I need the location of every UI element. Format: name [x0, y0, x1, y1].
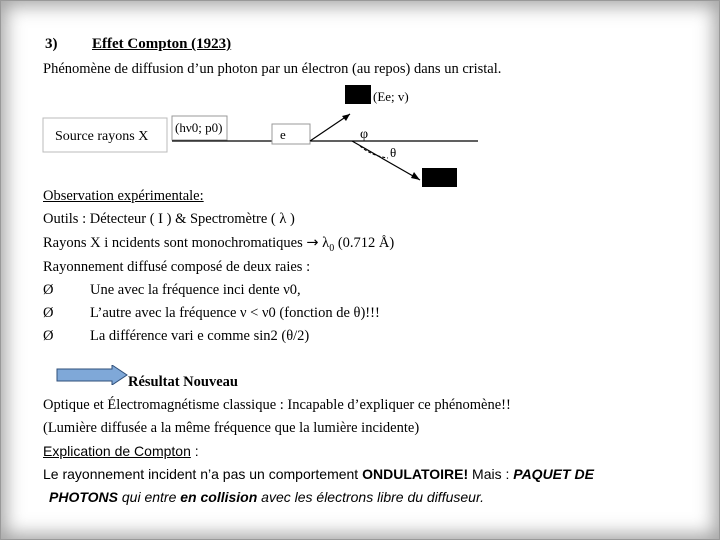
detector	[422, 168, 457, 187]
scattered-label: (Ee; v)	[373, 89, 409, 104]
result-line-1: Optique et Électromagnétisme classique : Incapable d’expliquer ce phénomène!!	[43, 397, 511, 413]
bullet-item: Une avec la fréquence inci dente ν0,	[90, 282, 301, 298]
observation-heading: Observation expérimentale:	[43, 188, 204, 204]
expl-l1-c: Mais :	[468, 466, 514, 482]
explanation-heading-suffix: :	[190, 443, 199, 459]
expl-l2-c: en collision	[180, 489, 258, 505]
explanation-heading: Explication de Compton	[43, 443, 191, 459]
expl-l2-a: PHOTONS	[49, 489, 118, 505]
bullet-item: L’autre avec la fréquence ν < ν0 (fonction de θ)!!!	[90, 305, 380, 321]
expl-l1-d: PAQUET DE	[513, 466, 594, 482]
photon-label: (hν0; p0)	[175, 120, 223, 135]
photon-scattered-path	[352, 141, 420, 180]
observation-diffuse: Rayonnement diffusé composé de deux raies :	[43, 259, 311, 275]
rays-prefix: Rayons X i ncidents sont monochromatiques	[43, 235, 303, 251]
expl-l1-a: Le rayonnement incident n’a pas un comportement	[43, 466, 363, 482]
source-label: Source rayons X	[55, 129, 149, 144]
bullet-marker-icon: Ø	[43, 328, 54, 344]
intro-text: Phénomène de diffusion d’un photon par un électron (au repos) dans un cristal.	[43, 61, 502, 77]
result-title: Résultat Nouveau	[128, 374, 238, 390]
theta-label: θ	[390, 145, 397, 160]
section-number: 3)	[45, 36, 58, 52]
rays-sub: 0	[329, 242, 335, 254]
compton-diagram	[0, 0, 720, 200]
bullet-marker-icon: Ø	[43, 282, 54, 298]
phi-label: φ	[360, 127, 369, 142]
expl-l2-d: avec les électrons libre du diffuseur.	[257, 489, 484, 505]
detector-top	[345, 85, 371, 104]
observation-tools: Outils : Détecteur ( I ) & Spectromètre ( λ )	[43, 211, 295, 227]
explanation-line-2	[49, 489, 484, 505]
bullet-item: La différence vari e comme sin2 (θ/2)	[90, 328, 310, 344]
observation-rays	[43, 235, 394, 254]
result-arrow-icon	[56, 365, 128, 385]
electron-label: e	[280, 127, 286, 142]
rays-lambda: λ	[322, 235, 330, 251]
rays-value: (0.712 Å)	[337, 235, 395, 251]
result-line-2: (Lumière diffusée a la même fréquence que la lumière incidente)	[43, 420, 420, 436]
bullet-marker-icon: Ø	[43, 305, 54, 321]
expl-l1-b: ONDULATOIRE!	[362, 466, 469, 482]
explanation-line-1	[43, 466, 594, 482]
explanation-heading-line	[43, 443, 199, 459]
expl-l2-b: qui entre	[117, 489, 181, 505]
rays-arrow-icon: →	[306, 235, 319, 251]
section-title: Effet Compton (1923)	[92, 36, 232, 52]
electron-label-box	[272, 124, 310, 144]
